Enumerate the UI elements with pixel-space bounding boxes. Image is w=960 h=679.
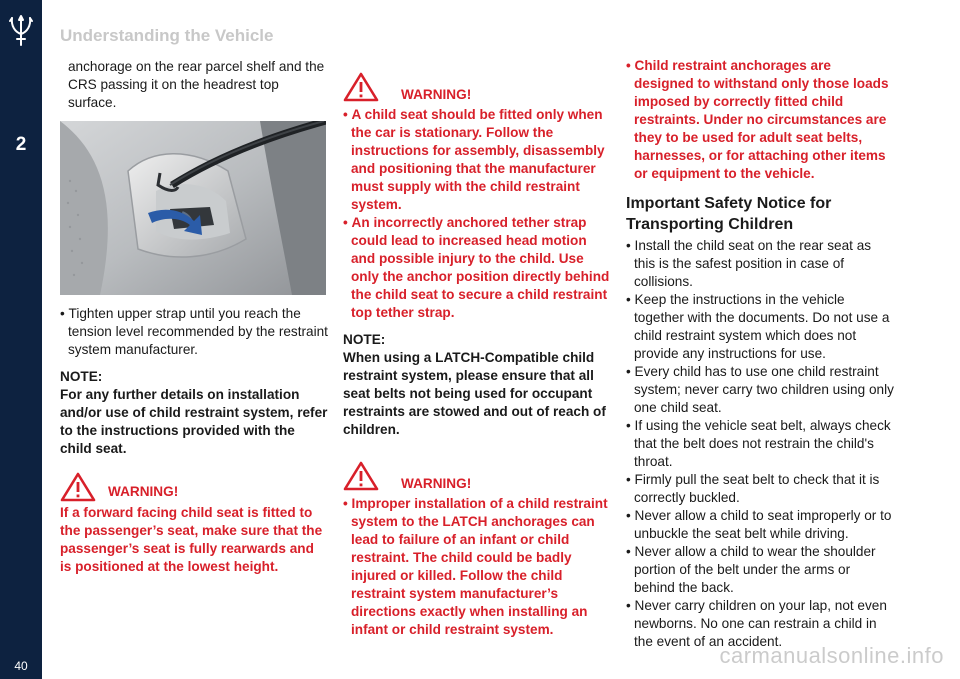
list-item: • Never allow a child to wear the shoulder portion of the belt under the arms or behind the back. — [626, 543, 894, 597]
intro-text: anchorage on the rear parcel shelf and the CRS passing it on the headrest top surface. — [68, 59, 325, 110]
safety-notice-heading: Important Safety Notice for Transporting Children — [626, 195, 832, 233]
note-label: NOTE: — [343, 332, 386, 347]
warning-label: WARNING! — [401, 87, 472, 102]
warning-bullet: • Improper installation of a child restraint system to the LATCH anchorages can lead to failure of an infant or child restraint. The child could be badly injured or killed. Follow the child restraint system manufacturer’s directions exactly when installing an infant or child restraint system. — [343, 495, 613, 639]
warning-triangle-icon — [60, 472, 96, 502]
warning-triangle-icon — [343, 461, 379, 491]
note-text: When using a LATCH-Compatible child restraint system, please ensure that all seat belts not being used for occupant restraints are stowed and out of reach of children. — [343, 350, 606, 437]
list-item: • Never allow a child to seat improperly or to unbuckle the seat belt while driving. — [626, 507, 894, 543]
note-label: NOTE: — [60, 369, 103, 384]
column-3 — [626, 57, 894, 651]
warning-bullet: • Child restraint anchorages are designed to withstand only those loads imposed by correctly fitted child restraints. Under no circumstances are they to be used for adult seat belts, harnesses, or for attaching other items or equipment to the vehicle. — [626, 57, 894, 183]
list-item: • Every child has to use one child restraint system; never carry two children using only one child seat. — [626, 363, 894, 417]
warning-header — [343, 70, 613, 104]
list-item: • Install the child seat on the rear seat as this is the safest position in case of collisions. — [626, 237, 894, 291]
warning-label: WARNING! — [108, 484, 179, 499]
column-1 — [60, 58, 328, 576]
page-number: 40 — [14, 659, 28, 673]
tighten-strap-bullet: • Tighten upper strap until you reach the tension level recommended by the restraint system manufacturer. — [60, 305, 328, 359]
trident-logo-icon — [8, 12, 34, 46]
list-item: • Keep the instructions in the vehicle together with the documents. Do not use a child restraint system which does not provide any instructions for use. — [626, 291, 894, 363]
warning-text: If a forward facing child seat is fitted to the passenger’s seat, make sure that the passenger’s seat is fully rearwards and is positioned at the lowest height. — [60, 505, 323, 574]
section-title: Understanding the Vehicle — [60, 26, 274, 45]
tether-anchor-photo — [60, 121, 326, 295]
warning-header — [343, 459, 613, 493]
chapter-sidebar — [0, 0, 42, 679]
chapter-number: 2 — [15, 134, 27, 155]
warning-bullet: • A child seat should be fitted only when the car is stationary. Follow the instructions for assembly, disassembly and positioning that the manufacturer must supply with the child restraint system. — [343, 106, 613, 214]
watermark: carmanualsonline.info — [719, 643, 944, 668]
warning-triangle-icon — [343, 72, 379, 102]
list-item: • Firmly pull the seat belt to check that it is correctly buckled. — [626, 471, 894, 507]
list-item: • If using the vehicle seat belt, always check that the belt does not restrain the child's throat. — [626, 417, 894, 471]
warning-bullet: • An incorrectly anchored tether strap could lead to increased head motion and possible injury to the child. Use only the anchor position directly behind the child seat to secure a child restraint top tether strap. — [343, 214, 613, 322]
list-item: • Never carry children on your lap, not even newborns. No one can restrain a child in the event of an accident. — [626, 597, 894, 651]
note-text: For any further details on installation and/or use of child restraint system, refer to the instructions provided with the child seat. — [60, 387, 328, 456]
column-2 — [343, 70, 613, 639]
warning-label: WARNING! — [401, 476, 472, 491]
warning-header — [60, 472, 328, 502]
